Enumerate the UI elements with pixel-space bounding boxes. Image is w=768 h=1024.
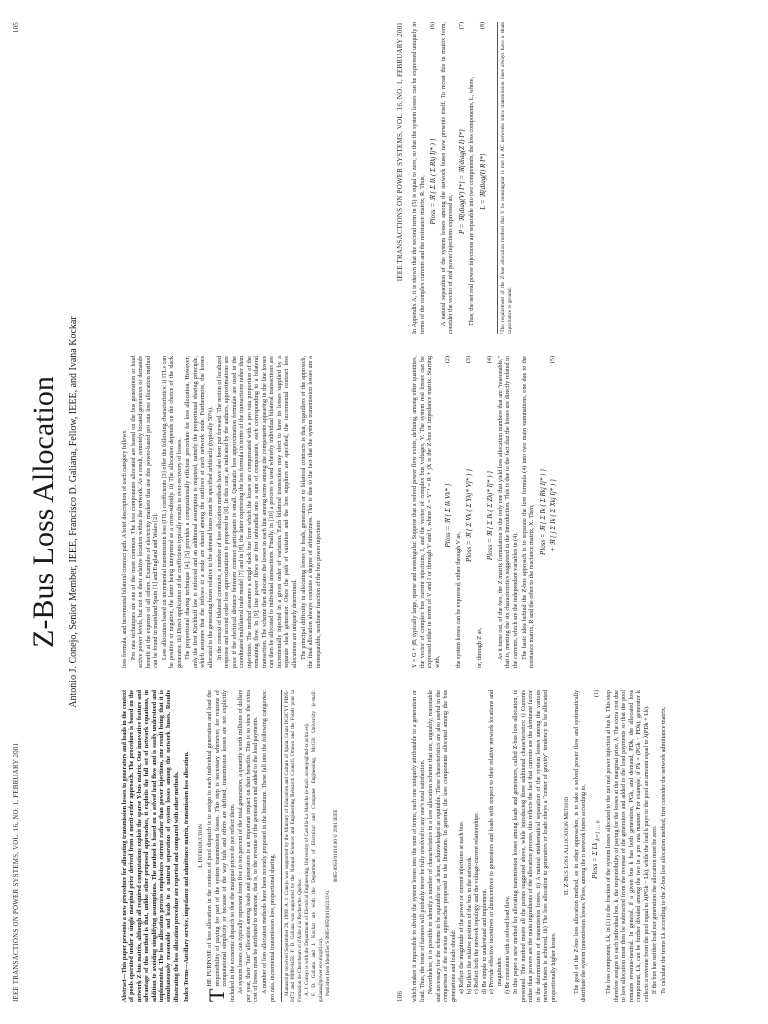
equation-5 — [540, 356, 548, 668]
col2-paragraph-5: In the context of bilateral contracts, a number of loss allocation methods have also been put forward. The notion of localized response and second order loss approximations is proposed in [6]. In this case, as indicated by the authors, approximations are poor if the electrical distance between contract participants is small. Quadratic loss approximation formulae are used in the coordinated multilateral trade model [7] and in [8], the latter expressing the loss formula in terms of the transactions rather than injections. The method assumes a single slack bus from which the losses are compensated with a pro rata proportion of the remaining flow. In [9], line power flows are first unbundled into a sum of components, each corresponding to a bilateral transaction. The scheme then allocates the losses in each line among terms among the components appearing in the line losses can then be allocated to individual transactions. Finally, in [10] a process is used whereby individual bilateral transactions are incrementally injected in a given order of variation. Each bilateral transaction may elect to have its losses supplied by a separate slack generator. Once the path of variation and the loss suppliers are specified, the incremental contract loss allocations are uniquely determined. — [216, 356, 299, 668]
col2-paragraph-6: The principal difficulty in allocating losses to loads, generators or to bilateral contracts is that, regardless of the approach, the final allocation always contains a degree of arbitrariness. This is due to the fact that the system transmission losses are a nonseparable, nonlinear function of the bus power injections — [300, 356, 322, 668]
footnote-author-2: F. D. Galiana and I. Kockar are with the Department of Electrical and Computer Engineering, McGill University (e-mail: galiana@power.ece.mcgill.ca). — [311, 690, 324, 1002]
footnote-pii: Publisher Item Identifier S 0885-8950(01)02333-6. — [324, 889, 331, 996]
equation-number: (4) — [487, 356, 494, 364]
section-heading-introduction: I. Introduction — [196, 824, 204, 868]
r-col3-paragraph-2: A natural separation of the system losses among the network buses now presents itself. To recast this in matrix form, consider the vector of real power injections expressed as, — [440, 22, 455, 334]
equation-number: (2) — [445, 356, 452, 364]
intro-paragraph-1: T HE PURPOSE of loss allocation in the context of pool dispatch is to assign to each individual generation and load the responsibility of paying for part of the system transmission losses. This step is necessary whenever, for reasons of computational simplicity or because of the way bids and offers are defined, transmission losses are not explicitly included in the economic dispatch so that the marginal prices do not reflect them. — [204, 690, 236, 1002]
equation-1 — [592, 690, 603, 1002]
first-page-footnote — [281, 690, 331, 1002]
r-col1-paragraph-1: which makes it impossible to divide the system losses into the sum of terms, each one uniquely attributable to a generation or load. Thus, the issue of fairness will probably never be fully resolved to any one's total satisfaction. — [412, 690, 426, 1002]
equation-number: (6) — [430, 22, 437, 30]
equation-1-limits: k=1 … n — [595, 820, 602, 841]
right-page — [384, 0, 768, 1024]
characteristics-list — [459, 690, 512, 1002]
page-number: 105 — [12, 22, 20, 34]
section-heading-method: II. Z-Bus Loss Allocation Method — [563, 796, 571, 896]
equation-8-body: L = ℜ{diag(I) R I*} — [478, 153, 487, 210]
journal-name: IEEE TRANSACTIONS ON POWER SYSTEMS, VOL. 16, NO. 1, FEBRUARY 2001 — [396, 22, 404, 282]
list-item: f) Be consistent with a solved load flow. — [504, 895, 511, 994]
r-col2-paragraph-3: or, through Z as, — [476, 627, 483, 668]
running-head — [12, 22, 24, 1002]
equation-3 — [466, 356, 474, 668]
list-item: d) Be simple to understand and implement. — [481, 888, 488, 994]
paper-authors: Antonio J. Conejo, Senior Member, IEEE, Francisco D. Galiana, Fellow, IEEE, and Ivana Kockar — [68, 316, 79, 708]
list-item: b) Reflect the relative position of the bus in the network. — [466, 856, 473, 994]
r-col2-paragraph-5: The basic idea behind the Z-bus approach is to separate the loss formula (4) into two main summations, one due to the resistance matrix, R and the other to the reactance matrix, X. Then, — [521, 356, 536, 668]
page-number: 106 — [396, 990, 404, 1002]
equation-6 — [430, 22, 438, 334]
drop-cap: T — [204, 988, 230, 1002]
equation-6-body: Ploss = ℜ { Σ Ik ( Σ Rkj Ij* ) } — [429, 138, 438, 225]
equation-7 — [459, 22, 467, 334]
equation-5-line-2: + ℜ { j Σ Ik ( Σ Xkj Ij* ) } — [549, 479, 558, 552]
equation-number: (8) — [479, 22, 486, 30]
equation-2-body: Ploss = ℜ { Σ Ik Vk* } — [444, 483, 453, 548]
equation-number: (1) — [593, 690, 600, 698]
equation-5-continued — [550, 356, 558, 668]
r-col1-paragraph-2: Nevertheless, it is possible to identify a number of characteristics in a loss allocation scheme that are, arguably, reasonable and necessary for the scheme to be equitable or, at least, acknowledged as equitable. These characteristics are also useful in the comparison of the various approaches proposed in the literature. In general, the loss components allocated among the bus generations and loads should: — [428, 690, 457, 1002]
equation-number: (7) — [458, 22, 465, 30]
r-col3-paragraph-3: Thus, the net real power injections are separable into two components, the loss components, L, where, — [469, 76, 476, 326]
equation-4-body: Ploss = ℜ { Σ Ik ( Σ Zkj* Ij* ) } — [486, 471, 495, 561]
intro-paragraph-2: As system losses can typically represent from five to ten percent of the total generation, a quantity worth millions of dollars per year, their "fair" allocation among loads and generators is an important impact on their benefits. This is so since the extra cost of losses must be attributed to someone, that is, to the revenue of the generators and added to the load payments. — [238, 690, 260, 1002]
paper-title: Z-Bus Loss Allocation — [27, 376, 60, 648]
r-col1-paragraph-4: The goal of the Z-bus loss allocation method, as in other approaches, is to take a solved power flow and systematically distribute the system transmission losses, Ploss, among the n network buses according to, — [573, 690, 588, 1002]
equation-number: (3) — [466, 356, 473, 364]
r-col3-paragraph-1: In Appendix A, it is shown that the second term in (5) is equal to zero, so that the system losses can be expressed uniquely in terms of the complex currents and the resistance matrix, R. Thus, — [412, 22, 426, 334]
left-column-2 — [122, 356, 324, 668]
r-col1-paragraph-7: To calculate the terms Lk according to the Z-bus loss allocation method, first consider the network admittance matrix, — [660, 706, 667, 994]
equation-number: (5) — [550, 356, 557, 364]
col2-paragraph-2: Pro rata techniques are one of the most common. The loss components allocated are based on the bus generation or load active power levels, but not on their relative location within the network. As a result, remotely located generators or demands benefit at the expense of all others. Examples of electricity markets that use this power-based pro rata loss allocation method can be found in mainland Spain [1] and England and Wales [2]. — [130, 356, 160, 668]
right-column-1 — [412, 690, 669, 1002]
right-column-3 — [412, 22, 513, 334]
r-col1-paragraph-3: In this paper a new method for allocating transmission losses among loads and generators, called Z-bus loss allocation, is presented. This method meets all the points suggested above, while introducing three additional characteristics: i) Currents rather than powers are the main ingredients of the allocation process, this reflects the fact that currents are the dominant factor in the determination of transmission losses. ii) A natural mathematical separation of the system losses among the various network buses is achieved. iii) The loss allocation to generators or loads obeys a "center of gravity" tendency to be allocated proportionally higher losses. — [513, 690, 557, 1002]
equation-5-line-1: Ploss = ℜ { Σ Ik ( Σ Rkj Ij* ) } — [538, 469, 547, 555]
equation-3-body: Ploss = ℜ { Σ Vk ( Σ Ykj* Vj* ) } — [465, 469, 474, 563]
left-page-body — [122, 22, 372, 1002]
footnote-received: Manuscript received September 28, 1999. A. J. Conejo was supported by the Ministry of Education and Culture of Spain, Grant DGICYT PB95-0472 and PB98-0458. F. D. Galiana was supported by the Natural Sciences and Engineering Research Council, Ottawa and the Fonds pour la Formation de Chercheurs et d'Aide à la Recherche, Québec. — [284, 690, 303, 1002]
r-col1-paragraph-5: The loss component, Lk, in (1) is the fraction of the system losses allocated to the net real power injection at bus k. This step therefore assigns to each individual bus, k, the responsibility of paying for the losses at the marginal price, λ. The extra cost due to loss allocation must then be subtracted from the revenue of the generators and added to the load payments so that the pool remains revenue-neutral. In general, if a given bus k has both generation, PGk, and demand, PDk, the allocated loss component, Lk, can be further divided among the two in a pro rata manner. For example, if Pk = (PGk − PDk), generator k collects a revenue from the pool equal to λ(PGk − Lk), while the load k pays to the pool an amount equal to λ(PDk + Lk). — [605, 690, 650, 1002]
r-col1-paragraph-6: If the bus has neither load nor generation the allocation must be zero. — [652, 825, 659, 994]
r-col2-paragraph-4: As it turns out, of the two, the Z matrix formulation is the only one that yield loss allocation numbers that are "reasonable," that is, meeting the six characteristics suggested in the Introduction. This is due to the fact that the losses are directly related to the currents, which are the independent variables in (4). — [497, 356, 520, 668]
equation-2 — [445, 356, 453, 668]
abstract: Abstract—This paper presents a new procedure for allocating transmission losses to generators and loads in the context of pools operated under a single marginal price derived from a merit-order approach. The procedure is based on the network Z-bus matrix, although all required computations exploit the sparse Y-bus matrix. One innovative feature and advantage of this method is that, unlike other proposed approaches, it exploits the full set of network equations, in addition to avoiding simplifying assumptions. The method is based on a solved load flow and is easily understood and implemented. The loss allocation process emphasizes current rather than power injections, one result being that it is simultaneously reasonable and leads to a natural separation of system losses among the network buses. Results illustrating the loss allocation procedure are reported and compared with other methods. — [122, 690, 180, 1002]
index-terms: Index Terms—Ancillary service, impedance and admittance matrix, transmission loss allocation. — [184, 751, 191, 1002]
equation-8 — [480, 22, 488, 334]
list-item: e) Provide effective incentives or disincentives to generators and loads with respect to their relative network locations and magnitudes. — [489, 690, 504, 994]
list-item: c) Reflect both the network topology and the voltage-current relationships. — [474, 811, 481, 994]
left-column-1 — [122, 690, 341, 1002]
r-col2-paragraph-1: Y = G + jB, typically large, sparse and nonsingular. Suppose that a solved power flow exists, defining, among other quantities, the vector of complex bus current injections, I, and the vector of complex bus voltages, V. The system real losses can be expressed either in terms of V and I or through V and I, where Z = Y⁻¹ = R + jX is the Z-bus or impedance matrix. Starting with, — [412, 356, 441, 668]
right-column-2 — [412, 356, 561, 668]
col2-paragraph-1: loss formula, and incremental bilateral contract path. A brief description of each category follows. — [122, 429, 128, 668]
equation-1-body: Ploss = Σ Lk — [591, 842, 600, 879]
col2-paragraph-4: The proportional sharing technique [4], [5] provides a computationally efficient procedure for loss allocation. However, only the first Kirchhoff law is enforced and an additional assumption is required, namely the proportional sharing principle, which assumes that the inflows to a node are shared among the outflows at each network node. Furthermore, the losses allocated to the generating buses relative to the demand buses must be specified arbitrarily (typically 50%). — [185, 356, 215, 668]
list-item: a) Reflect the magnitude of the power or current injections at each bus. — [459, 820, 466, 994]
copyright-line: 0885-8950/01$10.00 © 2001 IEEE — [333, 809, 340, 883]
intro-paragraph-3: A number of loss allocation methods have been recently proposed in the literature. These fall into the following categories: pro rata, incremental transmission loss, proportional sharing, — [262, 690, 276, 1002]
running-head — [396, 22, 408, 1002]
journal-name: IEEE TRANSACTIONS ON POWER SYSTEMS, VOL. 16, NO. 1, FEBRUARY 2001 — [12, 742, 20, 1002]
right-page-footnote: ¹The requirement of the Z-bus allocation method that Y be nonsingular is met in AC networks since transmission lines always have a shunt capacitance to ground. — [497, 22, 513, 334]
footnote-author-1: A. J. Conejo is with the Department of Electrical Engineering, University of Castilla-La Mancha (e-mail: aconejo@ind-cr.uclm.es). — [304, 723, 311, 996]
equation-4 — [487, 356, 495, 668]
col2-paragraph-3: Loss allocation based on incremental transmission loss (ITL) coefficients [3] offer the following characteristics: i) ITLs can be positive or negative, the latter being interpreted as a cross-subsidy. ii) The allocation depends on the choice of the slack generator. iii) Direct application of the coefficients typically results in over-recovery of losses. — [161, 356, 183, 668]
equation-7-body: P = ℜ{diag(V) I*} = ℜ{diag(Z I) I*} — [457, 129, 466, 234]
r-col2-paragraph-2: the system losses can be expressed, either through V as, — [455, 531, 462, 668]
